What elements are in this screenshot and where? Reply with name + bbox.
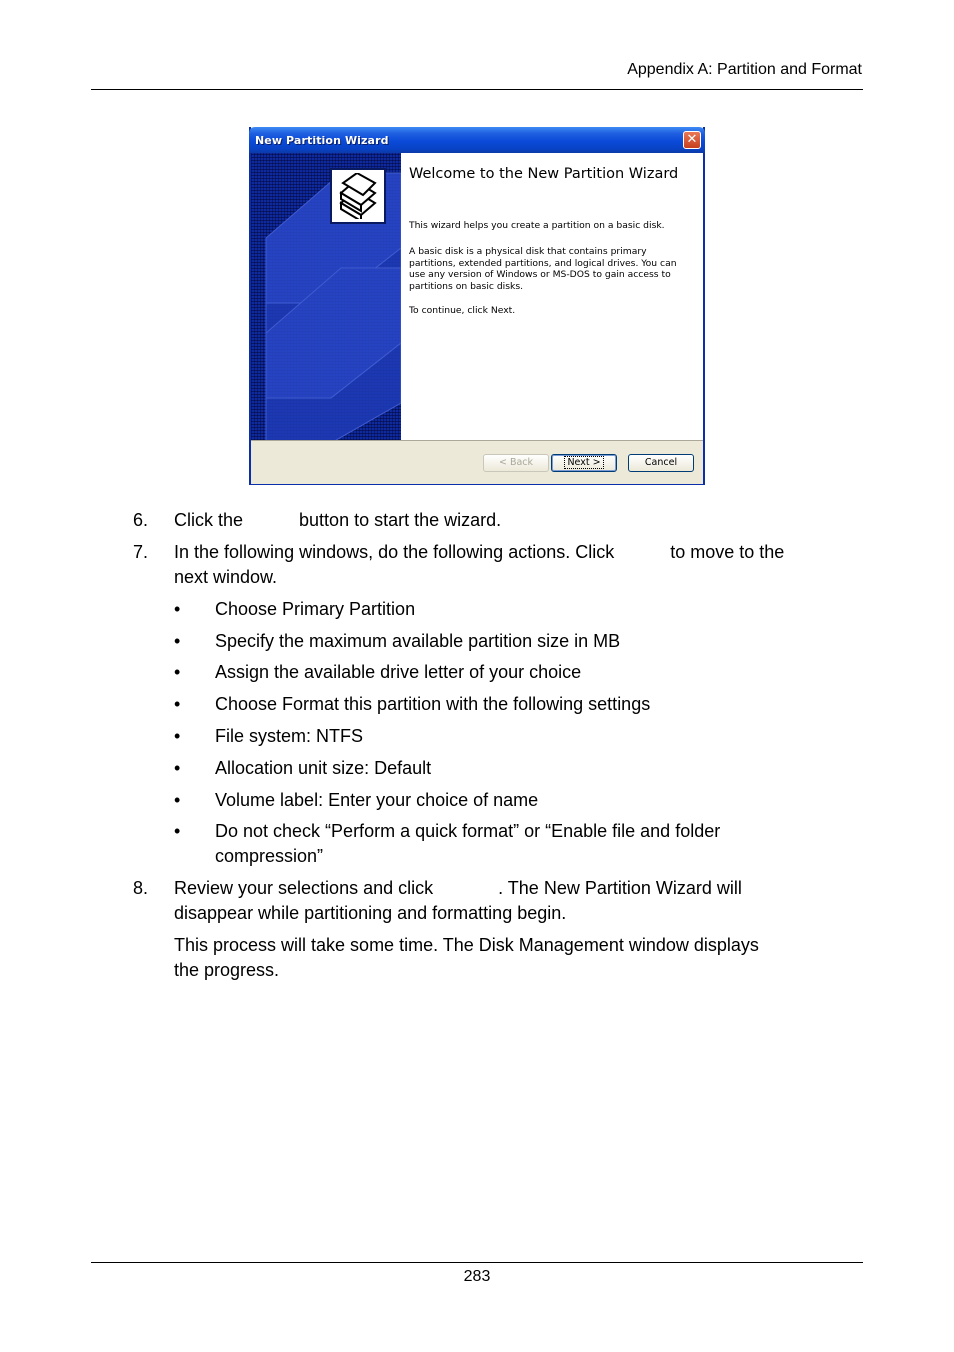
next-button-label: Next >	[564, 456, 603, 469]
list-item-text: Assign the available drive letter of your choice	[215, 662, 582, 682]
bullet-icon: •	[174, 694, 181, 714]
bullet-icon: •	[174, 821, 181, 841]
list-item-text: Do not check “Perform a quick format” or “Enable file and folder	[215, 821, 721, 841]
new-partition-wizard-window	[249, 127, 705, 485]
step-text-part: button to start the wizard.	[299, 510, 502, 530]
page-number: 283	[463, 1268, 491, 1285]
step-text-part: In the following windows, do the following actions. Click	[174, 542, 615, 562]
wizard-intro-text: This wizard helps you create a partition on a basic disk.	[409, 220, 665, 231]
step-text	[174, 876, 864, 901]
bullet-icon: •	[174, 758, 181, 778]
step-number: 8.	[133, 878, 149, 898]
list-item-text: Specify the maximum available partition size in MB	[215, 631, 621, 651]
window-title: New Partition Wizard	[255, 134, 389, 147]
list-item-text: compression”	[215, 846, 324, 866]
bullet-icon: •	[174, 631, 181, 651]
step-text	[174, 540, 864, 565]
stacked-disks-icon	[330, 168, 386, 224]
footer-rule	[91, 1262, 863, 1263]
step-text-part: Click the	[174, 510, 244, 530]
list-item-text: Volume label: Enter your choice of name	[215, 790, 539, 810]
close-icon[interactable]: ✕	[683, 131, 701, 149]
bullet-icon: •	[174, 662, 181, 682]
step-number: 7.	[133, 542, 149, 562]
bullet-icon: •	[174, 726, 181, 746]
list-item-text: File system: NTFS	[215, 726, 364, 746]
header-rule	[91, 89, 863, 90]
bullet-icon: •	[174, 599, 181, 619]
note-text: the progress.	[174, 960, 280, 980]
next-button[interactable]	[551, 454, 617, 472]
step-text	[174, 508, 874, 533]
wizard-sidebar-graphic	[251, 153, 401, 440]
step-text: next window.	[174, 567, 278, 587]
wizard-button-bar	[251, 440, 703, 484]
step-text: disappear while partitioning and formatting begin.	[174, 903, 567, 923]
header-title: Appendix A: Partition and Format	[627, 61, 862, 78]
back-button[interactable]: < Back	[483, 454, 549, 472]
continue-instruction: To continue, click Next.	[409, 305, 516, 316]
list-item-text: Allocation unit size: Default	[215, 758, 432, 778]
bullet-icon: •	[174, 790, 181, 810]
step-text-part: Review your selections and click	[174, 878, 434, 898]
window-titlebar[interactable]	[249, 127, 705, 153]
basic-disk-description: A basic disk is a physical disk that contains primary partitions, extended partitions, and logical drives. You can use any version of Windows or MS-DOS to gain access to partitions on basic disks.	[409, 246, 677, 293]
wizard-content	[401, 153, 703, 440]
step-text-part: to move to the	[670, 542, 785, 562]
note-text: This process will take some time. The Disk Management window displays	[174, 935, 759, 955]
list-item-text: Choose Format this partition with the following settings	[215, 694, 651, 714]
welcome-heading: Welcome to the New Partition Wizard	[409, 166, 679, 182]
cancel-button[interactable]: Cancel	[628, 454, 694, 472]
step-number: 6.	[133, 510, 149, 530]
list-item-text: Choose Primary Partition	[215, 599, 416, 619]
step-text-part: . The New Partition Wizard will	[498, 878, 742, 898]
